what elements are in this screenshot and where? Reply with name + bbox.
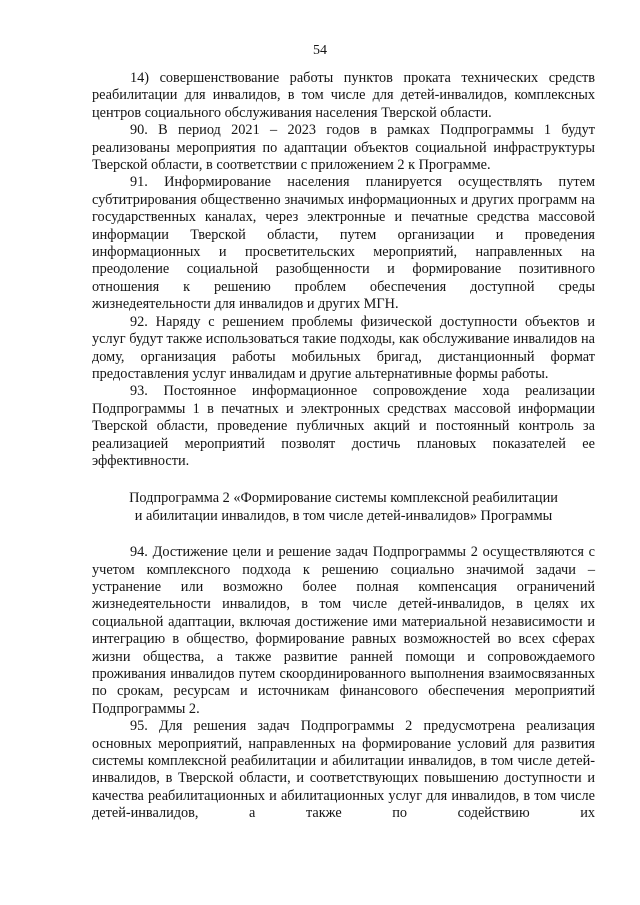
section-heading (92, 490, 595, 525)
paragraph-91: 91. Информирование населения планируется осуществлять путем субтитрирования общественно значимых информационных и других программ на государственных каналах, через электронные и печатные средства массовой информации Тверской области, путем организации и проведения информационных и просветительских мероприятий, направленных на преодоление социальной разобщенности и формирование позитивного отношения к решению проблем обеспечения доступной среды жизнедеятельности для инвалидов и других МГН. (92, 174, 595, 313)
section-heading-line-2: и абилитации инвалидов, в том числе детей-инвалидов» Программы (134, 507, 553, 524)
paragraph-92: 92. Наряду с решением проблемы физической доступности объектов и услуг будут также использоваться такие подходы, как обслуживание инвалидов на дому, организация работы мобильных бригад, дистанционный формат предоставления услуг инвалидам и другие альтернативные формы работы. (92, 313, 595, 382)
paragraph-95: 95. Для решения задач Подпрограммы 2 предусмотрена реализация основных мероприятий, направленных на формирование условий для развития системы комплексной реабилитации и абилитации инвалидов, в том числе детей-инвалидов, в Тверской области, и соответствующих повышению доступности и качества реабилитационных и абилитационных услуг для инвалидов, в том числе детей-инвалидов, а также по содействию их (92, 718, 595, 822)
section-heading-line-1: Подпрограмма 2 «Формирование системы комплексной реабилитации (129, 490, 558, 507)
document-body (92, 70, 595, 823)
paragraph-item-14: 14) совершенствование работы пунктов проката технических средств реабилитации для инвалидов, в том числе для детей-инвалидов, комплексных центров социального обслуживания населения Тверской области. (92, 70, 595, 121)
paragraph-94: 94. Достижение цели и решение задач Подпрограммы 2 осуществляются с учетом комплексного подхода к решению социально значимой задачи – устранение или возможно более полная компенсация ограничений жизнедеятельности инвалидов, в том числе детей-инвалидов, в целях их социальной адаптации, включая достижение ими материальной независимости и интеграцию в общество, формирование равных возможностей во всех сферах жизни общества, а также развитие ранней помощи и сопровождаемого проживания инвалидов путем скоординированного выполнения взаимосвязанных по срокам, ресурсам и источникам финансового обеспечения мероприятий Подпрограммы 2. (92, 544, 595, 717)
page-number: 54 (313, 43, 327, 58)
paragraph-93: 93. Постоянное информационное сопровождение хода реализации Подпрограммы 1 в печатных и электронных средствах массовой информации Тверской области, проведение публичных акций и постоянный контроль за реализацией мероприятий позволят достичь плановых показателей ее эффективности. (92, 383, 595, 469)
paragraph-90: 90. В период 2021 – 2023 годов в рамках Подпрограммы 1 будут реализованы мероприятия по адаптации объектов социальной инфраструктуры Тверской области, в соответствии с приложением 2 к Программе. (92, 122, 595, 174)
